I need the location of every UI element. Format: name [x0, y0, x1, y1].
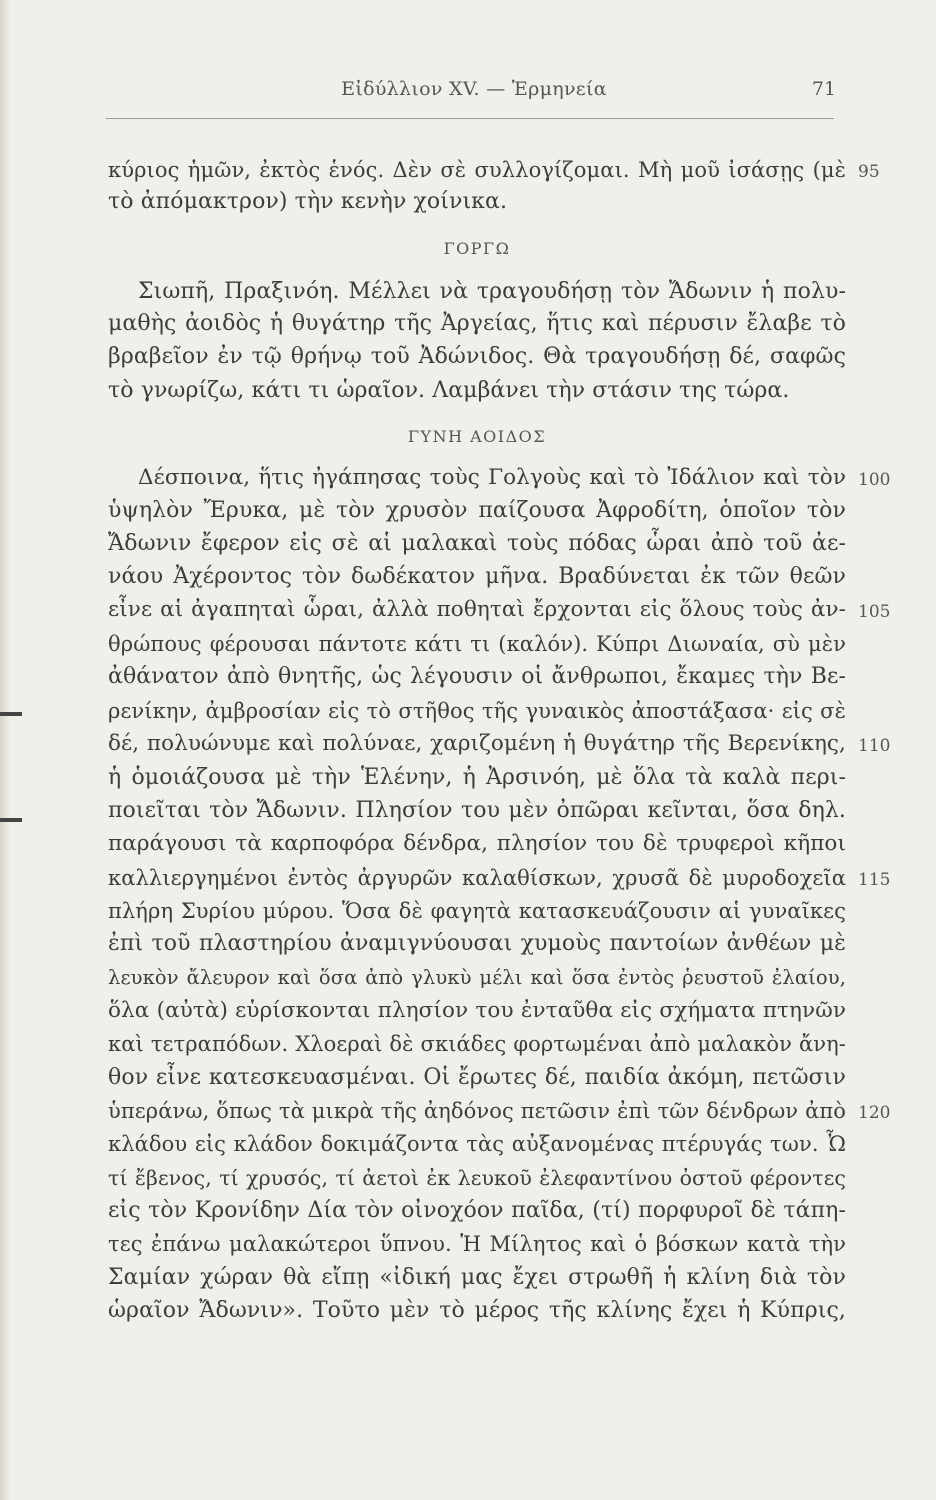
text-line: λευκὸν ἄλευρον καὶ ὅσα ἀπὸ γλυκὺ μέλι καὶ ὅσα ἐντὸς ῥευστοῦ ἐλαίου, — [108, 966, 846, 989]
text-line: Ἄδωνιν ἔφερον εἰς σὲ αἱ μαλακαὶ τοὺς πόδας ὧραι ἀπὸ τοῦ ἀε- — [108, 531, 846, 556]
verse-line-number: 120 — [858, 1103, 891, 1123]
verse-line-number: 100 — [858, 470, 891, 490]
text-line: παράγουσι τὰ καρποφόρα δένδρα, πλησίον του δὲ τρυφεροὶ κῆποι — [108, 831, 846, 856]
text-line: θον εἶνε κατεσκευασμέναι. Οἱ ἔρωτες δέ, παιδία ἀκόμη, πετῶσιν — [108, 1065, 846, 1090]
text-line: Σιωπῆ, Πραξινόη. Μέλλει νὰ τραγουδήσῃ τὸν Ἄδωνιν ἡ πολυ- — [138, 279, 846, 304]
verse-line-number: 115 — [858, 870, 891, 890]
text-line: καὶ τετραπόδων. Χλοεραὶ δὲ σκιάδες φορτωμέναι ἀπὸ μαλακὸν ἄνη- — [108, 1032, 846, 1056]
running-head-title: Εἰδύλλιον XV. — Ἑρμηνεία — [341, 78, 607, 100]
page-number: 71 — [811, 78, 836, 100]
margin-mark — [0, 818, 22, 822]
text-line: καλλιεργημένοι ἐντὸς ἀργυρῶν καλαθίσκων, χρυσᾶ δὲ μυροδοχεῖα — [108, 866, 846, 890]
text-line: ὑψηλὸν Ἔρυκα, μὲ τὸν χρυσὸν παίζουσα Ἀφροδίτη, ὁποῖον τὸν — [108, 498, 846, 523]
text-line: κλάδου εἰς κλάδον δοκιμάζοντα τὰς αὐξανομένας πτέρυγάς των. Ὦ — [108, 1132, 846, 1156]
text-line: βραβεῖον ἐν τῷ θρήνῳ τοῦ Ἀδώνιδος. Θὰ τραγουδήσῃ δέ, σαφῶς — [108, 344, 846, 369]
text-line: ὡραῖον Ἄδωνιν». Τοῦτο μὲν τὸ μέρος τῆς κλίνης ἔχει ἡ Κύπρις, — [108, 1298, 846, 1323]
text-line: ἐπὶ τοῦ πλαστηρίου ἀναμιγνύουσαι χυμοὺς παντοίων ἀνθέων μὲ — [108, 931, 846, 956]
text-line: μαθὴς ἀοιδὸς ἡ θυγάτηρ τῆς Ἀργείας, ἥτις καὶ πέρυσιν ἔλαβε τὸ — [108, 311, 846, 336]
verse-line-number: 110 — [858, 736, 891, 756]
text-line: εἰς τὸν Κρονίδην Δία τὸν οἰνοχόον παῖδα, (τί) πορφυροῖ δὲ τάπη- — [108, 1198, 846, 1223]
text-line: τες ἐπάνω μαλακώτεροι ὕπνου. Ἡ Μίλητος καὶ ὁ βόσκων κατὰ τὴν — [108, 1232, 846, 1256]
text-line: ὑπεράνω, ὅπως τὰ μικρὰ τῆς ἀηδόνος πετῶσιν ἐπὶ τῶν δένδρων ἀπὸ — [108, 1099, 846, 1123]
speaker-heading: ΓΥΝΗ ΑΟΙΔΟΣ — [407, 427, 547, 446]
header-rule — [106, 118, 834, 119]
text-line: ἀθάνατον ἀπὸ θνητῆς, ὡς λέγουσιν οἱ ἄνθρωποι, ἔκαμες τὴν Βε- — [108, 664, 846, 689]
text-line: τί ἔβενος, τί χρυσός, τί ἀετοὶ ἐκ λευκοῦ ἐλεφαντίνου ὀστοῦ φέροντες — [108, 1166, 846, 1190]
text-line: δέ, πολυώνυμε καὶ πολύναε, χαριζομένη ἡ θυγάτηρ τῆς Βερενίκης, — [108, 731, 846, 756]
text-line: ρενίκην, ἀμβροσίαν εἰς τὸ στῆθος τῆς γυναικὸς ἀποστάξασα· εἰς σὲ — [108, 699, 846, 723]
text-line: Δέσποινα, ἥτις ἠγάπησας τοὺς Γολγοὺς καὶ τὸ Ἰδάλιον καὶ τὸν — [138, 465, 846, 490]
text-line: θρώπους φέρουσαι πάντοτε κάτι τι (καλόν). Κύπρι Διωναία, σὺ μὲν — [108, 632, 846, 656]
speaker-heading: ΓΟΡΓΩ — [443, 239, 511, 258]
verse-line-number: 95 — [858, 162, 880, 182]
text-line: πλήρη Συρίου μύρου. Ὅσα δὲ φαγητὰ κατασκευάζουσιν αἱ γυναῖκες — [108, 899, 846, 923]
text-line: ὅλα (αὐτὰ) εὑρίσκονται πλησίον του ἐνταῦθα εἰς σχήματα πτηνῶν — [108, 998, 846, 1023]
text-line: νάου Ἀχέροντος τὸν δωδέκατον μῆνα. Βραδύνεται ἐκ τῶν θεῶν — [108, 564, 846, 589]
text-line: ποιεῖται τὸν Ἄδωνιν. Πλησίον του μὲν ὀπῶραι κεῖνται, ὅσα δηλ. — [108, 798, 846, 823]
text-line: ἡ ὁμοιάζουσα μὲ τὴν Ἑλένην, ἡ Ἀρσινόη, μὲ ὅλα τὰ καλὰ περι- — [108, 765, 846, 790]
text-line: κύριος ἡμῶν, ἐκτὸς ἑνός. Δὲν σὲ συλλογίζομαι. Μὴ μοῦ ἰσάσῃς (μὲ — [108, 158, 846, 182]
page-binding-shadow — [0, 0, 10, 1500]
margin-mark — [0, 712, 22, 716]
verse-line-number: 105 — [858, 602, 891, 622]
text-line: Σαμίαν χώραν θὰ εἴπῃ «ἰδική μας ἔχει στρωθῆ ἡ κλίνη διὰ τὸν — [108, 1265, 846, 1290]
text-line: εἶνε αἱ ἀγαπηταὶ ὧραι, ἀλλὰ ποθηταὶ ἔρχονται εἰς ὅλους τοὺς ἀν- — [108, 597, 846, 622]
running-head — [100, 78, 848, 108]
text-line: τὸ ἀπόμακτρον) τὴν κενὴν χοίνικα. — [108, 189, 508, 214]
text-line: τὸ γνωρίζω, κάτι τι ὡραῖον. Λαμβάνει τὴν στάσιν της τώρα. — [108, 378, 790, 403]
